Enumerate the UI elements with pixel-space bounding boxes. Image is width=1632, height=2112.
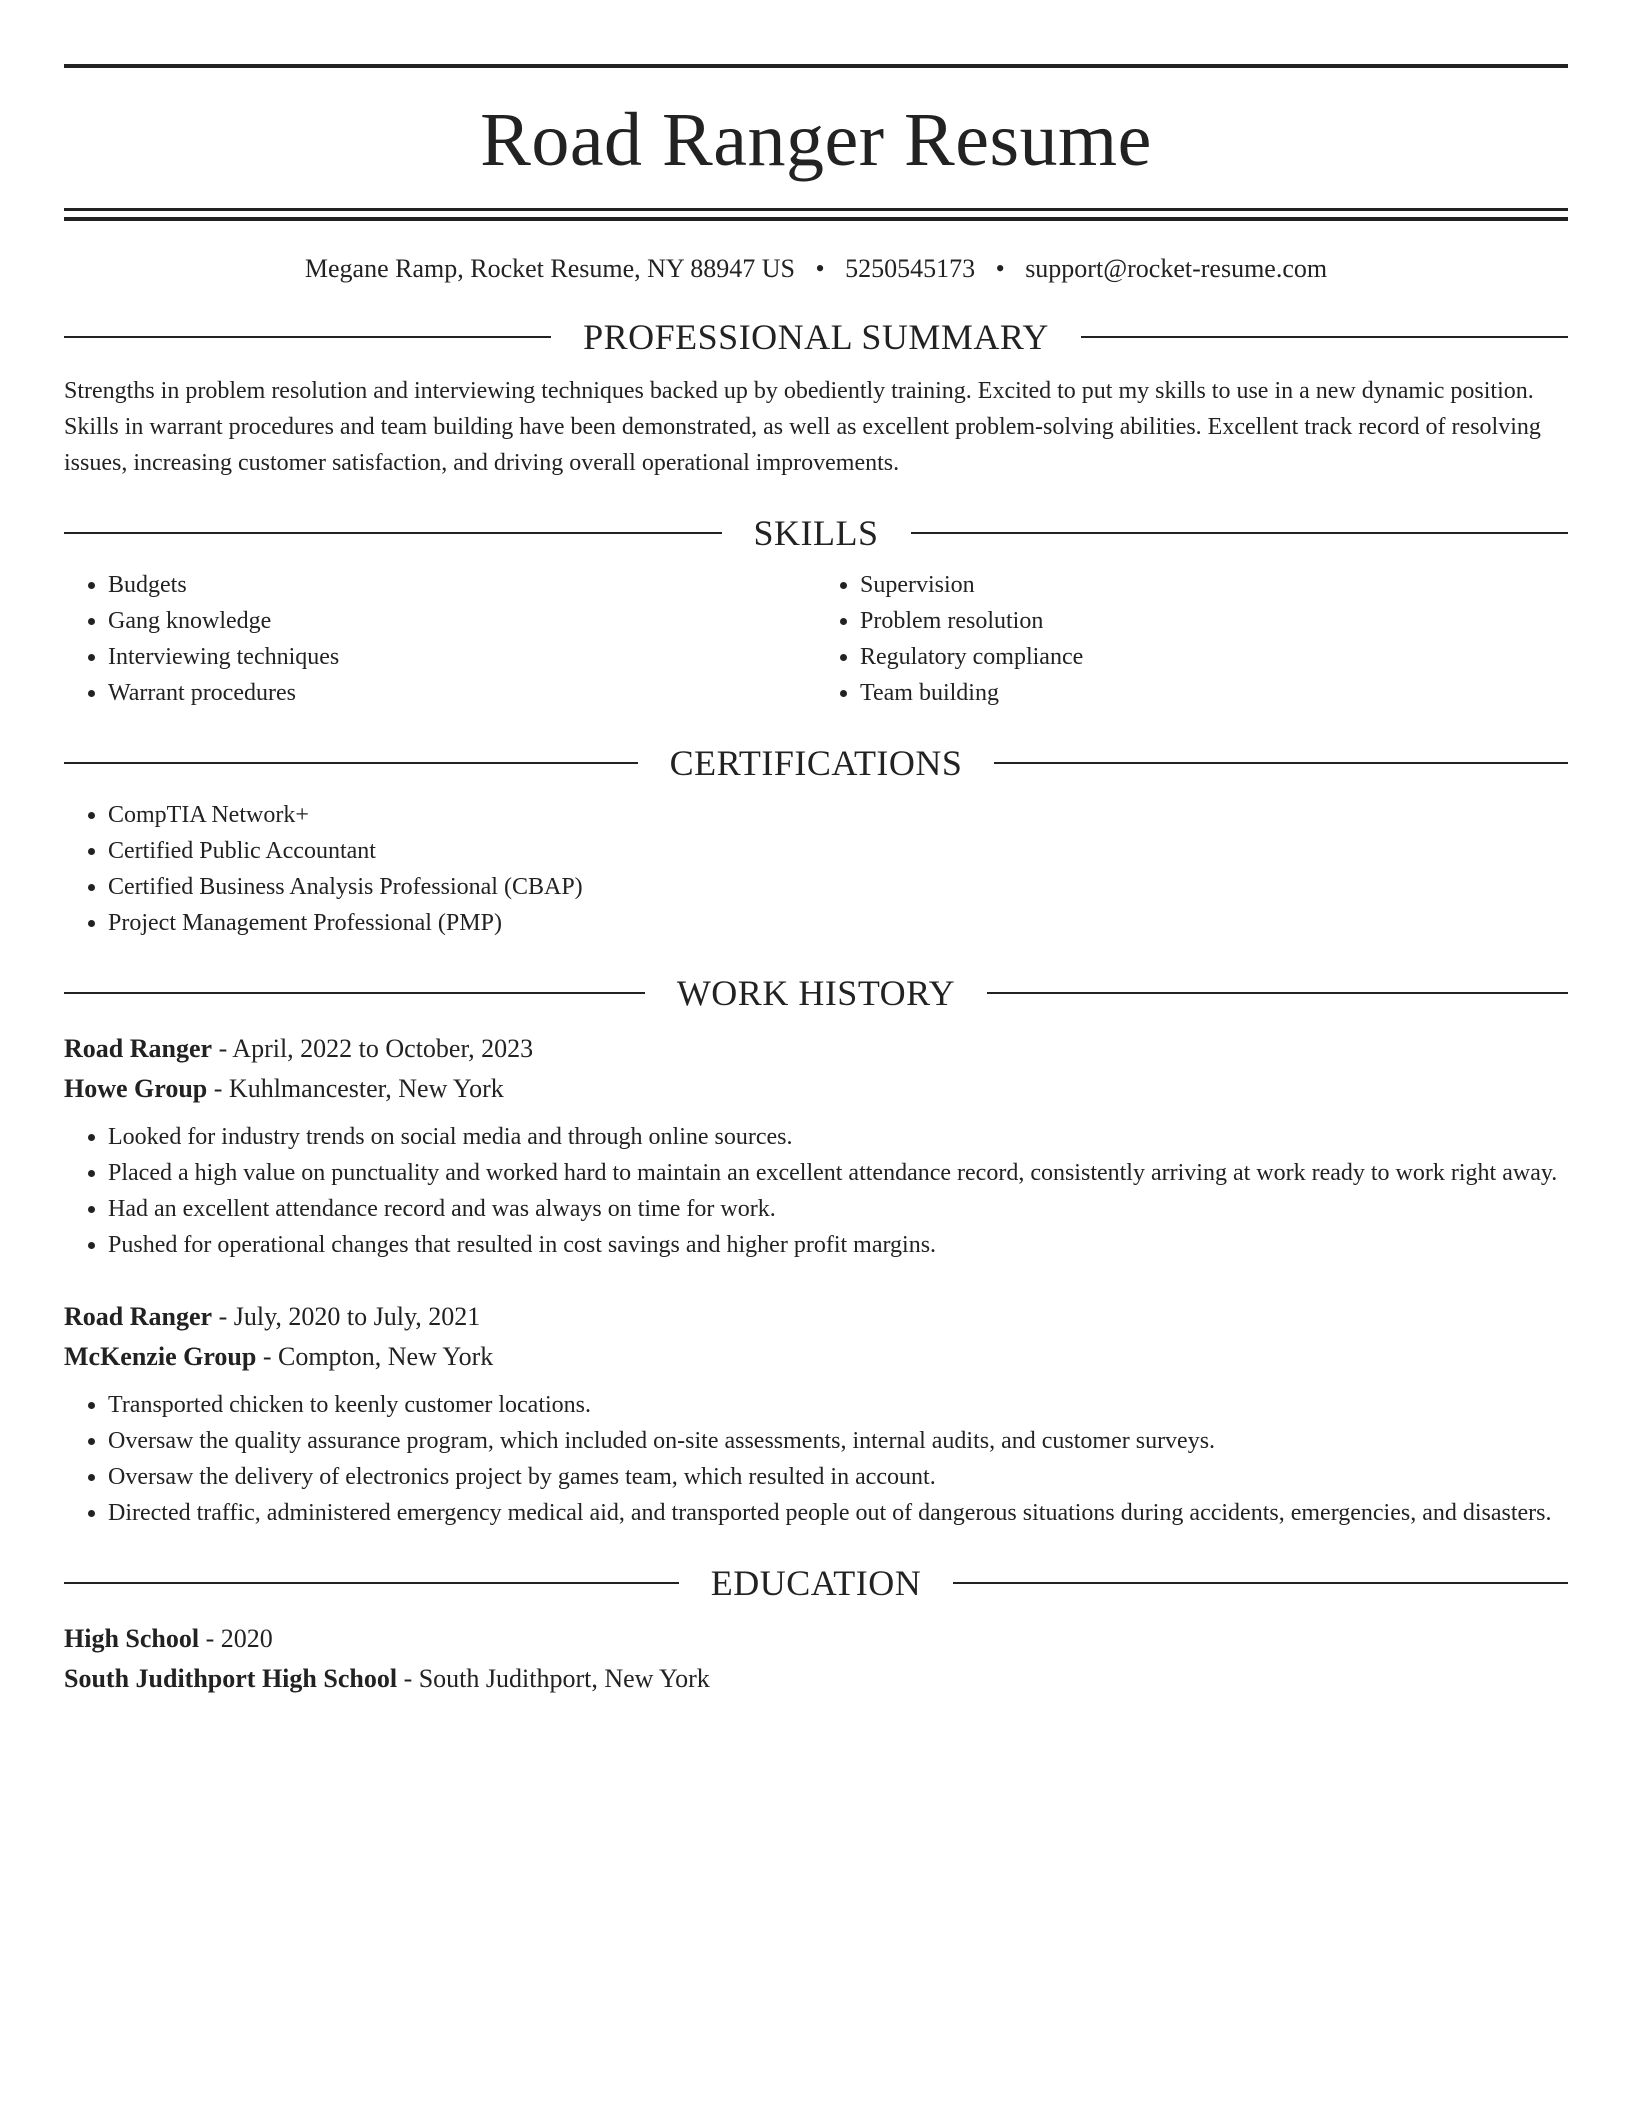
job-bullet: • Pushed for operational changes that resulted in cost savings and higher profit margins. — [108, 1227, 1568, 1263]
certification-item: • Certified Public Accountant — [108, 833, 1568, 869]
top-rule — [64, 64, 1568, 68]
job-dates: - April, 2022 to October, 2023 — [212, 1034, 534, 1063]
job-entry — [64, 1029, 1568, 1263]
contact-separator: • — [995, 254, 1005, 283]
job-location: - Compton, New York — [256, 1342, 494, 1371]
divider-line — [64, 532, 722, 534]
skill-item: • Regulatory compliance — [860, 639, 1568, 675]
skills-grid — [64, 567, 1568, 711]
job-bullet: • Transported chicken to keenly customer locations. — [108, 1387, 1568, 1423]
title-double-rule — [64, 208, 1568, 221]
divider-line — [64, 1582, 679, 1584]
job-bullets — [64, 1387, 1568, 1531]
section-header-skills — [64, 511, 1568, 555]
job-bullets — [64, 1119, 1568, 1263]
skill-item: • Supervision — [860, 567, 1568, 603]
section-title-education: EDUCATION — [710, 1563, 922, 1603]
divider-line — [64, 992, 645, 994]
job-title: Road Ranger — [64, 1302, 213, 1331]
resume-page — [64, 64, 1568, 1699]
contact-address: Megane Ramp, Rocket Resume, NY 88947 US — [304, 254, 795, 283]
job-bullet: • Oversaw the delivery of electronics project by games team, which resulted in account. — [108, 1459, 1568, 1495]
skill-item: • Warrant procedures — [108, 675, 816, 711]
skill-item: • Gang knowledge — [108, 603, 816, 639]
job-company: Howe Group — [64, 1074, 208, 1103]
divider-line — [911, 532, 1569, 534]
education-entry — [64, 1619, 1568, 1699]
job-company: McKenzie Group — [64, 1342, 257, 1371]
section-title-summary: PROFESSIONAL SUMMARY — [583, 317, 1049, 357]
section-header-education — [64, 1561, 1568, 1605]
skill-item: • Interviewing techniques — [108, 639, 816, 675]
education-year: - 2020 — [199, 1624, 273, 1653]
section-header-work — [64, 971, 1568, 1015]
job-bullet: • Had an excellent attendance record and was always on time for work. — [108, 1191, 1568, 1227]
summary-text: Strengths in problem resolution and interviewing techniques backed up by obediently training. Excited to put my skills to use in a new dynamic position. Skills in warrant procedures and team building have been demonstrated, as well as excellent problem-solving abilities. Excellent track record of resolving issues, increasing customer satisfaction, and driving overall operational improvements. — [64, 378, 1541, 476]
certification-item: • CompTIA Network+ — [108, 797, 1568, 833]
job-company-line — [64, 1069, 1568, 1109]
contact-phone: 5250545173 — [845, 254, 976, 283]
job-entry — [64, 1297, 1568, 1531]
job-bullet: • Placed a high value on punctuality and worked hard to maintain an excellent attendance record, consistently arriving at work ready to work right away. — [108, 1155, 1568, 1191]
section-title-certifications: CERTIFICATIONS — [669, 743, 963, 783]
resume-title: Road Ranger Resume — [480, 98, 1152, 182]
certifications-list — [64, 797, 1568, 941]
education-school-line — [64, 1659, 1568, 1699]
job-dates: - July, 2020 to July, 2021 — [212, 1302, 481, 1331]
education-degree: High School — [64, 1624, 200, 1653]
skill-item: • Team building — [860, 675, 1568, 711]
section-header-summary — [64, 315, 1568, 359]
education-location: - South Judithport, New York — [397, 1664, 710, 1693]
section-title-work: WORK HISTORY — [676, 973, 956, 1013]
education-degree-line — [64, 1619, 1568, 1659]
contact-email: support@rocket-resume.com — [1025, 254, 1328, 283]
job-company-line — [64, 1337, 1568, 1377]
job-bullet: • Looked for industry trends on social media and through online sources. — [108, 1119, 1568, 1155]
section-title-skills: SKILLS — [753, 513, 879, 553]
contact-separator: • — [815, 254, 825, 283]
divider-line — [64, 336, 551, 338]
section-header-certifications — [64, 741, 1568, 785]
job-bullet: • Oversaw the quality assurance program, which included on-site assessments, internal audits, and customer surveys. — [108, 1423, 1568, 1459]
education-school: South Judithport High School — [64, 1664, 398, 1693]
job-title: Road Ranger — [64, 1034, 213, 1063]
divider-line — [1081, 336, 1568, 338]
skills-list-right — [816, 567, 1568, 711]
divider-line — [987, 992, 1568, 994]
job-location: - Kuhlmancester, New York — [207, 1074, 504, 1103]
job-title-line — [64, 1297, 1568, 1337]
skill-item: • Budgets — [108, 567, 816, 603]
job-title-line — [64, 1029, 1568, 1069]
certification-item: • Certified Business Analysis Professional (CBAP) — [108, 869, 1568, 905]
contact-line — [64, 253, 1568, 285]
divider-line — [953, 1582, 1568, 1584]
skill-item: • Problem resolution — [860, 603, 1568, 639]
divider-line — [64, 762, 638, 764]
job-bullet: • Directed traffic, administered emergency medical aid, and transported people out of dangerous situations during accidents, emergencies, and disasters. — [108, 1495, 1568, 1531]
skills-list-left — [64, 567, 816, 711]
divider-line — [994, 762, 1568, 764]
certification-item: • Project Management Professional (PMP) — [108, 905, 1568, 941]
